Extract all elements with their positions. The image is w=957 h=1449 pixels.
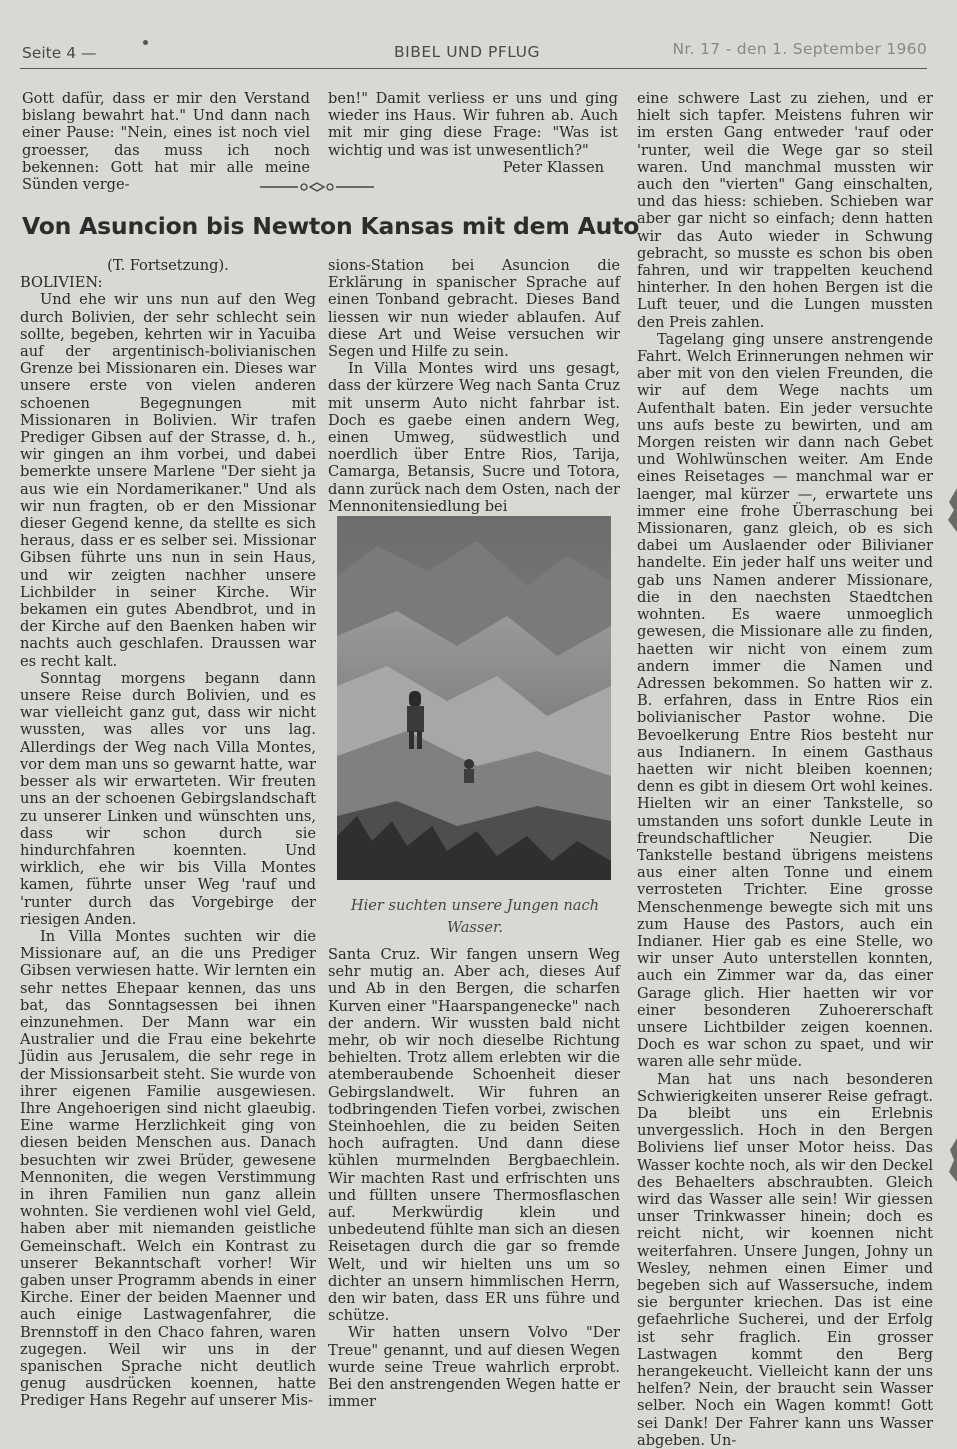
paragraph: eine schwere Last zu ziehen, und er hielt sich tapfer. Meistens fuhren wir im ersten Gang entweder 'rauf oder 'runter, weil die Wege gar so steil waren. Und manchmal mussten wir auch den "vierten" Gang einschalten, und das hiess: schieben. Schieben war aber gar nicht so einfach; denn hatten wir das Auto wieder in Schwung gebracht, so musste es schon bis oben fahren, und wir trappelten keuchend hinterher. In den hohen Bergen ist die Luft teuer, und die Lungen mussten den Preis zahlen. xyxy=(637,90,933,331)
paragraph: Tagelang ging unsere anstrengende Fahrt. Welch Erinnerungen nehmen wir aber mit von den vielen Freunden, die wir auf dem Wege nachts um Aufenthalt baten. Ein jeder versuchte uns aufs beste zu bewirten, und am Morgen reisten wir dann nach Gebet und Wohlwünschen weiter. Am Ende eines Reisetages — manchmal war er laenger, mal kürzer —, erwartete uns immer eine frohe Überraschung bei Missionaren, ganz gleich, ob es sich dabei um Auslaender oder Bilivianer handelte. Ein jeder half uns weiter und gab uns Namen anderer Missionare, die in den naechsten Staedtchen wohnten. Es waere unmoeglich gewesen, die Missionare alle zu finden, haetten wir nicht von einem zum andern immer die Namen und Adressen bekommen. So hatten wir z. B. erfahren, dass in Entre Rios ein bolivianischer Pastor wohne. Die Bevoelkerung Entre Rios besteht nur aus Indianern. In einem Gasthaus haetten wir nicht bleiben koennen; denn es gibt in diesem Ort wohl keines. Hielten wir an einer Tankstelle, so umstanden uns sofort dunkle Leute in freundschaftlicher Neugier. Die Tankstelle bestand übrigens meistens aus einer alten Tonne und einem verrosteten Trichter. Eine grosse Menschenmenge bewegte sich mit uns zum Hause des Pastors, auch ein Indianer. Hier gab es eine Stelle, wo wir unser Auto unterstellen konnten, auch ein Zimmer war da, das einer Garage glich. Hier haetten wir vor einer besonderen Zuhoererschaft unsere Lichtbilder zeigen koennen. Doch es war schon zu spaet, und wir waren alle sehr müde. xyxy=(637,330,933,1071)
paragraph: Wir hatten unsern Volvo "Der Treue" genannt, und auf diesen Wegen wurde seine Treue wahrlich erprobt. Bei den anstrengenden Wegen hatte er immer xyxy=(328,1324,620,1411)
mountain-photo-illustration xyxy=(337,516,611,880)
issue-date: Nr. 17 - den 1. September 1960 xyxy=(672,40,927,58)
divider-ornament xyxy=(258,180,376,194)
photo-caption: Hier suchten unsere Jungen nach Wasser. xyxy=(350,897,600,936)
paragraph: In Villa Montes suchten wir die Missionare auf, an die uns Prediger Gibsen verwiesen hatte. Wir lernten ein sehr nettes Ehepaar kennen, das uns bat, das Sonntagsessen bei ihnen einzunehmen. Der Mann war ein Australier und die Frau eine bekehrte Jüdin aus Jerusalem, die sehr rege in der Missionsarbeit steht. Sie wurde von ihrer eigenen Familie ausgewiesen. Ihre Angehoerigen sind nicht glaeubig. Eine warme Herzlichkeit ging von diesen beiden Menschen aus. Danach besuchten wir zwei Brüder, gewesene Mennoniten, die wegen Verstimmung in ihren Familien nun ganz allein wohnten. Sie verdienen wohl viel Geld, haben aber mit niemanden geistliche Gemeinschaft. Welch ein Kontrast zu unserer Bekanntschaft vorher! Wir gaben unser Programm abends in einer Kirche. Einer der beiden Maenner und auch einige Lastwagenfahrer, die Brennstoff in den Chaco fahren, waren zugegen. Weil wir uns in der spanischen Sprache nicht deutlich genug ausdrücken koennen, hatte Prediger Hans Regehr auf unserer Mis- xyxy=(20,927,316,1410)
prev-article-col2 xyxy=(328,90,618,176)
page-edge-mark xyxy=(945,488,957,532)
page-number: Seite 4 — xyxy=(22,44,97,62)
article-col1 xyxy=(20,257,316,1410)
prev-article-col1 xyxy=(22,90,310,193)
article-col3 xyxy=(637,90,933,1449)
paragraph: In Villa Montes wird uns gesagt, dass der kürzere Weg nach Santa Cruz mit unserm Auto nicht fahrbar ist. Doch es gaebe einen andern Weg, einen Umweg, südwestlich und noerdlich über Entre Rios, Tarija, Camarga, Betansis, Sucre und Totora, dann zurück nach dem Osten, nach der Mennonitensiedlung bei xyxy=(328,360,620,515)
continuation-note: (T. Fortsetzung). xyxy=(107,257,229,274)
publication-title: BIBEL UND PFLUG xyxy=(394,43,540,61)
header-rule xyxy=(20,68,927,69)
article-photo xyxy=(337,516,611,880)
prev-article-text: Gott dafür, dass er mir den Verstand bislang bewahrt hat." Und dann nach einer Pause: "Nein, eines ist noch viel groesser, das muss ich noch bekennen: Gott hat mir alle meine Sünden verge- xyxy=(22,90,310,194)
paragraph: Sonntag morgens begann dann unsere Reise durch Bolivien, und es war vielleicht ganz gut, dass wir nicht wussten, was alles vor uns lag. Allerdings der Weg nach Villa Montes, vor dem man uns so gewarnt hatte, war besser als wir erwarteten. Wir freuten uns an der schoenen Gebirgslandschaft zu unserer Linken und wünschten uns, dass wir schon durch sie hindurchfahren koennten. Und wirklich, ehe wir bis Villa Montes kamen, führte unser Weg 'rauf und 'runter durch das Vorgebirge der riesigen Anden. xyxy=(20,669,316,928)
page-edge-mark xyxy=(945,1138,957,1182)
article-col2-bottom xyxy=(328,946,620,1410)
page-header xyxy=(18,38,927,66)
article-col2-top xyxy=(328,257,620,515)
prev-article-text: ben!" Damit verliess er uns und ging wieder ins Haus. Wir fuhren ab. Auch mit mir ging diese Frage: "Was ist wichtig und was ist unwesentlich?" xyxy=(328,90,618,159)
article-headline: Von Asuncion bis Newton Kansas mit dem Auto xyxy=(22,212,640,240)
paragraph: Und ehe wir uns nun auf den Weg durch Bolivien, der sehr schlecht sein sollte, begeben, kehrten wir in Yacuiba auf der argentinisch-bolivianischen Grenze bei Missionaren ein. Dieses war unsere erste von vielen anderen schoenen Begegnungen mit Missionaren in Bolivien. Wir trafen Prediger Gibsen auf der Strasse, d. h., wir gingen an ihm vorbei, und dabei bemerkte unsere Marlene "Der sieht ja aus wie ein Nordamerikaner." Und als wir nun fragten, ob er den Missionar dieser Gegend kenne, da stellte es sich heraus, dass er es selber sei. Missionar Gibsen führte uns nun in sein Haus, und wir zeigten nachher unsere Lichbilder in seiner Kirche. Wir bekamen ein gutes Abendbrot, und in der Kirche auf den Baenken haben wir nachts auch geschlafen. Draussen war es recht kalt. xyxy=(20,291,316,670)
author-signature: Peter Klassen xyxy=(502,158,604,176)
ink-dot xyxy=(143,40,148,45)
paragraph: Man hat uns nach besonderen Schwierigkeiten unserer Reise gefragt. Da bleibt uns ein Erlebnis unvergesslich. Hoch in den Bergen Boliviens lief unser Motor heiss. Das Wasser kochte noch, als wir den Deckel des Behaelters abschraubten. Gleich wird das Wasser alle sein! Wir giessen unser Trinkwasser hinein; doch es reicht nicht, wir koennen nicht weiterfahren. Unsere Jungen, Johny un Wesley, nehmen einen Eimer und begeben sich auf Wassersuche, indem sie bergunter kriechen. Das ist eine gefaehrliche Sucherei, und der Erfolg ist sehr fraglich. Ein grosser Lastwagen kommt den Berg herangekeucht. Vielleicht kann der uns helfen? Nein, der braucht sein Wasser selber. Noch ein Wagen kommt! Gott sei Dank! Der Fahrer kann uns Wasser abgeben. Un- xyxy=(637,1070,933,1449)
paragraph: Santa Cruz. Wir fangen unsern Weg sehr mutig an. Aber ach, dieses Auf und Ab in den Bergen, die scharfen Kurven einer "Haarspangenecke" nach der andern. Wir wussten bald nicht mehr, ob wir noch dieselbe Richtung behielten. Trotz allem erlebten wir die atemberaubende Schoenheit dieser Gebirgslandwelt. Wir fuhren an todbringenden Tiefen vorbei, zwischen Steinhoehlen, die zu beiden Seiten hoch aufragten. Und dann diese kühlen murmelnden Bergbaechlein. Wir machten Rast und erfrischten uns und füllten unsere Thermosflaschen auf. Merkwürdig klein und unbedeutend fühlte man sich an diesen Reisetagen durch die gar so fremde Welt, und wir hielten uns um so dichter an unsern himmlischen Herrn, den wir baten, dass ER uns führe und schütze. xyxy=(328,946,620,1325)
section-heading: BOLIVIEN: xyxy=(20,274,103,292)
paragraph: sions-Station bei Asuncion die Erklärung in spanischer Sprache auf einen Tonband gebracht. Dieses Band liessen wir nun wieder ablaufen. Auf diese Art und Weise versuchen wir Segen und Hilfe zu sein. xyxy=(328,257,620,361)
